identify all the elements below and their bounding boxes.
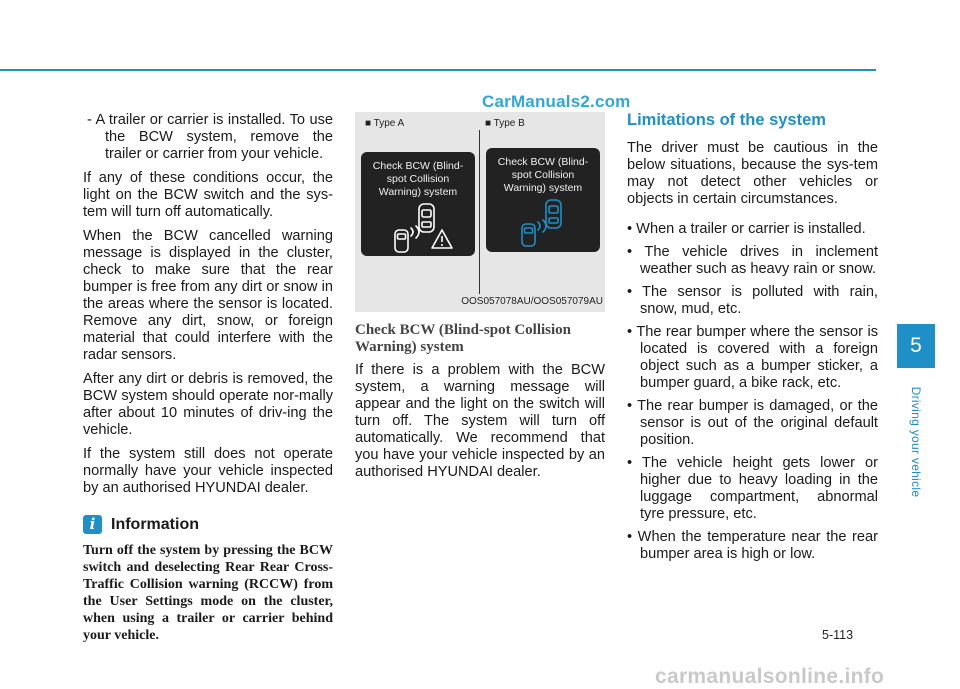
- panel-a-line: Warning) system: [378, 186, 458, 198]
- radar-waves-icon: [411, 226, 419, 238]
- panel-a-line: spot Collision: [386, 173, 450, 185]
- type-b-label: ■ Type B: [485, 118, 525, 129]
- information-header: [83, 515, 333, 534]
- chapter-tab: 5: [897, 324, 935, 368]
- list-item: • When a trailer or carrier is installed.: [627, 221, 866, 237]
- paragraph-dealer-inspection: If the system still does not operate normally have your vehicle inspected by an authorised HYUNDAI dealer.: [83, 446, 333, 496]
- limitations-heading: Limitations of the system: [627, 111, 826, 129]
- list-item: • The sensor is polluted with rain, snow, mud, etc.: [627, 284, 878, 317]
- list-item: • The rear bumper is damaged, or the sensor is out of the original default position.: [627, 398, 879, 448]
- list-item: • The rear bumper where the sensor is located is covered with a foreign object such as a bumper sticker, a bumper guard, a bike rack, etc.: [627, 324, 878, 391]
- car-icon: [395, 230, 408, 252]
- limitations-list: [627, 221, 878, 563]
- bcw-check-heading: Check BCW (Blind-spot Collision Warning) system: [355, 322, 572, 355]
- panel-a-line: Check BCW (Blind-: [372, 160, 464, 172]
- watermark-top: CarManuals2.com: [482, 92, 631, 111]
- paragraph-auto-off: If any of these conditions occur, the light on the BCW switch and the sys-tem will turn off automatically.: [83, 170, 333, 220]
- figure-code: OOS057078AU/OOS057079AU: [461, 296, 603, 307]
- radar-waves-icon: [538, 220, 546, 232]
- middle-column: [355, 112, 605, 488]
- panel-b-line: Check BCW (Blind-: [497, 156, 589, 168]
- panel-b-line: spot Collision: [511, 169, 575, 181]
- right-column: [627, 112, 878, 569]
- paragraph-cancelled-message: When the BCW cancelled warning message is displayed in the cluster, check to make sure that the rear bumper is free from any dirt or snow in the areas where the sensor is located. Remove any dirt, snow, or foreign material that could interfere with the radar sensors.: [83, 228, 333, 363]
- bcw-check-body: If there is a problem with the BCW system, a warning message will appear and the light on the switch will turn off. The system will turn off automatically. We recommend that you have your vehicle inspected by an authorised HYUNDAI dealer.: [355, 362, 605, 480]
- information-icon: i: [83, 515, 102, 534]
- left-column: [83, 112, 333, 651]
- page-number: 5-113: [822, 628, 854, 642]
- panel-a-graphics: [361, 152, 475, 256]
- cluster-panel-type-b: [486, 148, 600, 252]
- list-item: • When the temperature near the rear bumper area is high or low.: [627, 529, 878, 562]
- panel-b-graphics: [486, 148, 600, 252]
- information-body: Turn off the system by pressing the BCW switch and deselecting Rear Rear Cross-Traffic Collision warning (RCCW) from the User Settings mode on the cluster, when using a trailer or carrier behind your vehicle.: [83, 543, 333, 643]
- car-icon: [419, 204, 434, 232]
- type-a-label: ■ Type A: [365, 118, 405, 129]
- watermark-bottom: carmanualsonline.info: [655, 665, 885, 688]
- chapter-title: [905, 372, 927, 512]
- limitations-intro: The driver must be cautious in the below situations, because the sys-tem may not detect other vehicles or objects in certain circumstances.: [627, 140, 878, 207]
- figure-divider: [479, 130, 480, 294]
- warning-triangle-icon: [432, 230, 452, 248]
- paragraph-after-cleaning: After any dirt or debris is removed, the BCW system should operate nor-mally after about 10 minutes of driv-ing the vehicle.: [83, 371, 333, 438]
- header-rule: [0, 69, 876, 71]
- trailer-condition-item: - A trailer or carrier is installed. To use the BCW system, remove the trailer or carrier from your vehicle.: [87, 112, 333, 162]
- bcw-warning-figure: [355, 112, 605, 312]
- chapter-title-text: Driving your vehicle: [909, 386, 923, 498]
- panel-b-line: Warning) system: [503, 182, 583, 194]
- list-item: • The vehicle drives in inclement weather such as heavy rain or snow.: [627, 244, 878, 277]
- information-title: Information: [111, 516, 199, 533]
- list-item: • The vehicle height gets lower or higher due to heavy loading in the luggage compartment, abnormal tyre pressure, etc.: [627, 455, 879, 522]
- cluster-panel-type-a: [361, 152, 475, 256]
- car-icon: [522, 224, 535, 246]
- car-icon: [546, 200, 561, 228]
